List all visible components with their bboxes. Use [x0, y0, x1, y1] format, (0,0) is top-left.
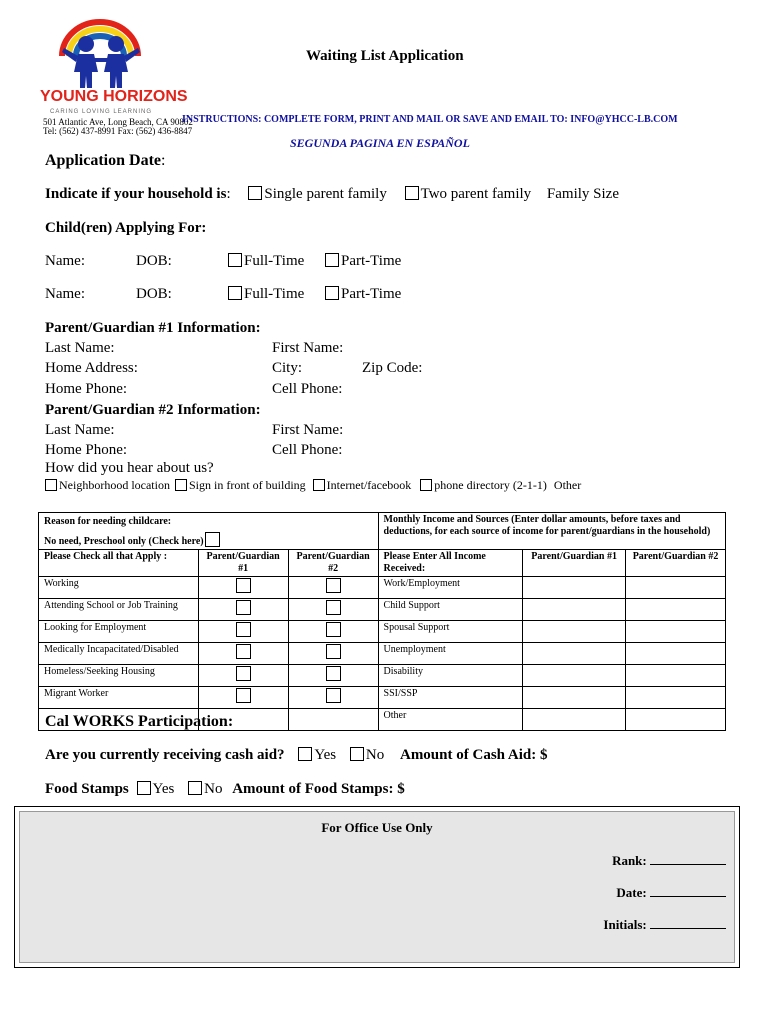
reason-working: Working [39, 577, 199, 599]
income-pg2-header: Parent/Guardian #2 [626, 550, 726, 577]
table-row [39, 577, 726, 599]
income-pg1-header: Parent/Guardian #1 [523, 550, 626, 577]
two-parent-label: Two parent family [420, 186, 532, 202]
office-use-panel [19, 811, 735, 963]
income-spousal-pg1-cell[interactable] [523, 621, 626, 643]
guardian-2-cell-phone-label: Cell Phone: [272, 442, 343, 458]
child-1-full-time-checkbox[interactable] [228, 253, 242, 267]
office-use-heading: For Office Use Only [321, 820, 433, 835]
child-1-name-label: Name: [45, 253, 85, 269]
food-stamps-amount-label: Amount of Food Stamps: $ [232, 781, 405, 797]
internet-label: Internet/facebook [326, 478, 412, 492]
food-stamps-yes-label: Yes [152, 781, 175, 797]
homeless-pg1-checkbox[interactable] [236, 666, 251, 681]
internet-checkbox[interactable] [313, 479, 325, 491]
two-parent-checkbox[interactable] [405, 186, 419, 200]
guardian-1-city-label: City: [272, 360, 303, 376]
income-ssi: SSI/SSP [378, 687, 523, 709]
cash-aid-yes-label: Yes [314, 747, 337, 763]
other-label: Other [553, 478, 582, 492]
medical-pg1-checkbox[interactable] [236, 644, 251, 659]
application-date-label: Application Date: [45, 152, 166, 169]
food-stamps-row [45, 781, 405, 798]
guardian-2-heading: Parent/Guardian #2 Information: [45, 402, 261, 418]
neighborhood-checkbox[interactable] [45, 479, 57, 491]
household-row [45, 186, 619, 203]
looking-pg2-checkbox[interactable] [326, 622, 341, 637]
cash-aid-amount-label: Amount of Cash Aid: $ [399, 747, 548, 763]
cash-aid-yes-checkbox[interactable] [298, 747, 312, 761]
guardian-1-last-name-label: Last Name: [45, 340, 115, 356]
office-initials-label: Initials: [603, 917, 647, 932]
hear-about-question: How did you hear about us? [45, 460, 214, 476]
income-child-support: Child Support [378, 599, 523, 621]
logo [38, 14, 188, 120]
family-size-label: Family Size [546, 186, 619, 202]
income-unemployment-pg1-cell[interactable] [523, 643, 626, 665]
reason-pg2-header: Parent/Guardian #2 [288, 550, 378, 577]
income-disability: Disability [378, 665, 523, 687]
migrant-pg2-checkbox[interactable] [326, 688, 341, 703]
phone-directory-label: phone directory (2-1-1) [434, 478, 547, 492]
no-need-checkbox[interactable] [205, 532, 220, 547]
table-row [39, 621, 726, 643]
income-ssi-pg2-cell[interactable] [626, 687, 726, 709]
child-2-part-time: Part-Time [325, 286, 401, 303]
child-2-full-time: Full-Time [228, 286, 304, 303]
cash-aid-no-label: No [365, 747, 385, 763]
reason-homeless: Homeless/Seeking Housing [39, 665, 199, 687]
guardian-1-zip-label: Zip Code: [362, 360, 423, 376]
income-spousal-support: Spousal Support [378, 621, 523, 643]
income-other: Other [378, 709, 523, 731]
no-need-row: No need, Preschool only (Check here) [44, 532, 373, 548]
cash-aid-question: Are you currently receiving cash aid? [45, 747, 285, 763]
income-work: Work/Employment [378, 577, 523, 599]
office-initials-line[interactable] [650, 916, 726, 929]
children-heading: Child(ren) Applying For: [45, 220, 207, 236]
office-rank-label: Rank: [612, 853, 647, 868]
income-disability-pg2-cell[interactable] [626, 665, 726, 687]
income-work-pg2-cell[interactable] [626, 577, 726, 599]
spanish-note: SEGUNDA PAGINA EN ESPAÑOL [290, 136, 470, 150]
reason-migrant: Migrant Worker [39, 687, 199, 709]
migrant-pg1-checkbox[interactable] [236, 688, 251, 703]
table-row [39, 643, 726, 665]
guardian-1-home-phone-label: Home Phone: [45, 381, 128, 397]
neighborhood-label: Neighborhood location [59, 478, 170, 492]
sign-label: Sign in front of building [188, 478, 306, 492]
address-line-2: Tel: (562) 437-8991 Fax: (562) 436-8847 [43, 126, 193, 136]
looking-pg1-checkbox[interactable] [236, 622, 251, 637]
office-initials [603, 916, 726, 933]
guardian-1-heading: Parent/Guardian #1 Information: [45, 320, 261, 336]
sign-checkbox[interactable] [175, 479, 187, 491]
single-parent-checkbox[interactable] [248, 186, 262, 200]
office-rank [612, 852, 726, 869]
child-2-name-label: Name: [45, 286, 85, 302]
guardian-1-address-label: Home Address: [45, 360, 138, 376]
working-pg1-checkbox[interactable] [236, 578, 251, 593]
household-label: Indicate if your household is: [45, 186, 231, 202]
homeless-pg2-checkbox[interactable] [326, 666, 341, 681]
calworks-heading: Cal WORKS Participation: [45, 713, 234, 730]
table-row [39, 687, 726, 709]
child-2-part-time-checkbox[interactable] [325, 286, 339, 300]
income-unemployment: Unemployment [378, 643, 523, 665]
office-use-box [14, 806, 740, 968]
child-1-part-time-checkbox[interactable] [325, 253, 339, 267]
child-2-full-time-checkbox[interactable] [228, 286, 242, 300]
medical-pg2-checkbox[interactable] [326, 644, 341, 659]
reason-medical: Medically Incapacitated/Disabled [39, 643, 199, 665]
table-row [39, 599, 726, 621]
table-row [39, 665, 726, 687]
reason-looking: Looking for Employment [39, 621, 199, 643]
hear-about-options [45, 478, 581, 493]
address-line-1: 501 Atlantic Ave, Long Beach, CA 90802 [43, 117, 193, 127]
single-parent-label: Single parent family [264, 186, 387, 202]
income-disability-pg1-cell[interactable] [523, 665, 626, 687]
logo-brand-text: YOUNG HORIZONS [40, 88, 188, 105]
income-child-support-pg1-cell[interactable] [523, 599, 626, 621]
school-pg2-checkbox[interactable] [326, 600, 341, 615]
office-date-label: Date: [616, 885, 647, 900]
child-1-part-time: Part-Time [325, 253, 401, 270]
guardian-1-cell-phone-label: Cell Phone: [272, 381, 343, 397]
income-spousal-pg2-cell[interactable] [626, 621, 726, 643]
office-rank-line[interactable] [650, 852, 726, 865]
reason-school: Attending School or Job Training [39, 599, 199, 621]
cash-aid-no-checkbox[interactable] [350, 747, 364, 761]
child-1-full-time: Full-Time [228, 253, 304, 270]
guardian-2-first-name-label: First Name: [272, 422, 344, 438]
income-unemployment-pg2-cell[interactable] [626, 643, 726, 665]
reason-pg1-header: Parent/Guardian #1 [198, 550, 288, 577]
office-date-line[interactable] [650, 884, 726, 897]
income-other-pg1-cell[interactable] [523, 709, 626, 731]
page-title: Waiting List Application [306, 48, 464, 64]
food-stamps-no-checkbox[interactable] [188, 781, 202, 795]
cash-aid-row [45, 747, 548, 764]
logo-tagline: CARING LOVING LEARNING [50, 109, 153, 115]
guardian-2-home-phone-label: Home Phone: [45, 442, 128, 458]
instructions: INSTRUCTIONS: COMPLETE FORM, PRINT AND MAIL OR SAVE AND EMAIL TO: INFO@YHCC-LB.COM [182, 114, 678, 125]
reason-heading: Reason for needing childcare: [44, 516, 172, 527]
guardian-2-last-name-label: Last Name: [45, 422, 115, 438]
phone-directory-checkbox[interactable] [420, 479, 432, 491]
income-other-pg2-cell[interactable] [626, 709, 726, 731]
enter-income-header: Please Enter All Income Received: [378, 550, 523, 577]
check-all-header: Please Check all that Apply : [39, 550, 199, 577]
income-child-support-pg2-cell[interactable] [626, 599, 726, 621]
income-heading: Monthly Income and Sources (Enter dollar amounts, before taxes and deductions, for each source of income for parent/guardians in the household) [378, 513, 725, 550]
income-ssi-pg1-cell[interactable] [523, 687, 626, 709]
childcare-income-table [38, 512, 726, 731]
school-pg1-checkbox[interactable] [236, 600, 251, 615]
office-date [616, 884, 726, 901]
food-stamps-yes-checkbox[interactable] [137, 781, 151, 795]
food-stamps-no-label: No [204, 781, 223, 797]
guardian-1-first-name-label: First Name: [272, 340, 344, 356]
food-stamps-label: Food Stamps [45, 781, 129, 797]
income-work-pg1-cell[interactable] [523, 577, 626, 599]
reason-header-cell [39, 513, 379, 550]
working-pg2-checkbox[interactable] [326, 578, 341, 593]
child-1-dob-label: DOB: [136, 253, 172, 269]
child-2-dob-label: DOB: [136, 286, 172, 302]
